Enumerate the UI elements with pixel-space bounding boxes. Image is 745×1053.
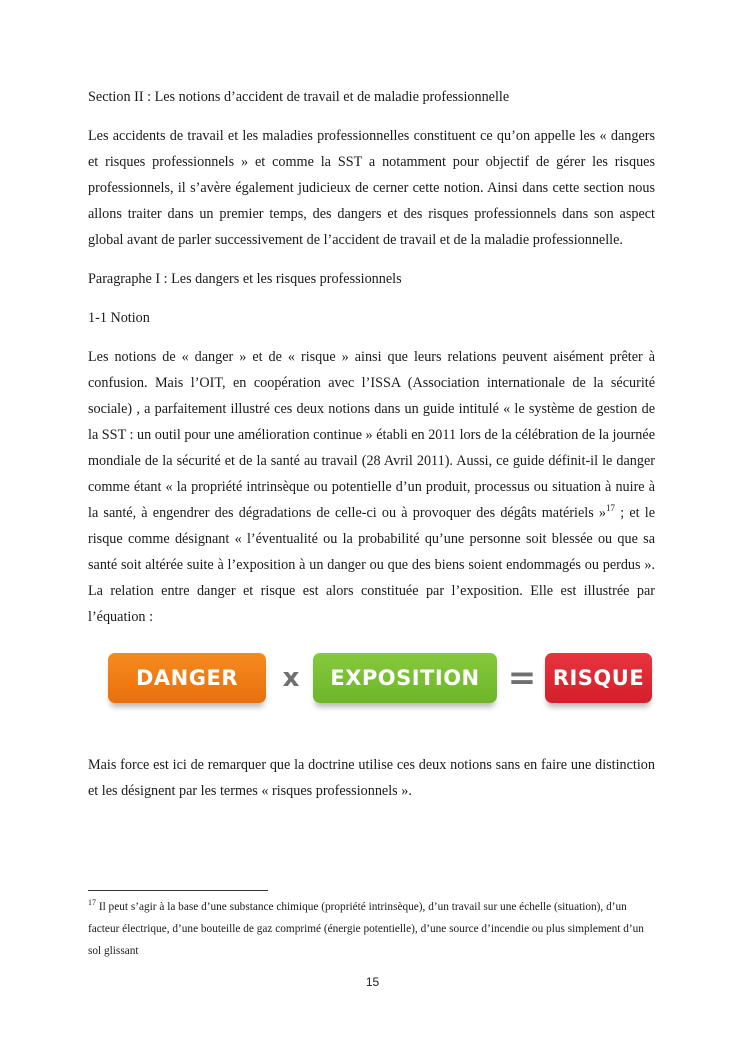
subsection-title: 1-1 Notion bbox=[88, 310, 150, 326]
footnote-text: Il peut s’agir à la base d’une substance chimique (propriété intrinsèque), d’un travail sur une échelle (situation), d’un facteur électrique, d’une bouteille de gaz comprimé (énergie potentielle), d’une source d’incendie ou plus simplement d’un sol glissant bbox=[88, 901, 644, 957]
closing-paragraph: Mais force est ici de remarquer que la doctrine utilise ces deux notions sans en faire une distinction et les désignent par les termes « risques professionnels ». bbox=[88, 757, 655, 799]
times-operator: x bbox=[282, 663, 300, 693]
page-body bbox=[88, 78, 655, 817]
risk-equation bbox=[88, 653, 655, 719]
footnote-number: 17 bbox=[88, 898, 96, 907]
notion-text-part2: ; et le risque comme désignant « l’éventualité ou la probabilité qu’une personne soit blessée ou que sa santé soit altérée suite à l’exposition à un danger ou que des biens soient endommagés ou perdus ». La relation entre danger et risque est alors constituée par l’exposition. Elle est illustrée par l’équation : bbox=[88, 505, 655, 625]
risque-box: RISQUE bbox=[545, 653, 652, 703]
danger-box: DANGER bbox=[108, 653, 266, 703]
paragraph-title: Paragraphe I : Les dangers et les risques professionnels bbox=[88, 271, 402, 287]
page-number: 15 bbox=[365, 975, 380, 989]
footnote-reference[interactable]: 17 bbox=[606, 503, 616, 513]
intro-paragraph: Les accidents de travail et les maladies professionnelles constituent ce qu’on appelle les « dangers et risques professionnels » et comme la SST a notamment pour objectif de gérer les risques professionnels, il s’avère également judicieux de cerner cette notion. Ainsi dans cette section nous allons traiter dans un premier temps, des dangers et des risques professionnels dans son aspect global avant de parler successivement de l’accident de travail et de la maladie professionnelle. bbox=[88, 128, 655, 248]
equals-operator: = bbox=[507, 658, 537, 698]
footnote-divider bbox=[88, 890, 268, 891]
exposition-box: EXPOSITION bbox=[313, 653, 497, 703]
footnote bbox=[88, 896, 655, 962]
notion-text-part1: Les notions de « danger » et de « risque » ainsi que leurs relations peuvent aisément prêter à confusion. Mais l’OIT, en coopération avec l’ISSA (Association internationale de la sécurité sociale) , a parfaitement illustré ces deux notions dans un guide intitulé « le système de gestion de la SST : un outil pour une amélioration continue » établi en 2011 lors de la célébration de la journée mondiale de la sécurité et de la santé au travail (28 Avril 2011). Aussi, ce guide définit-il le danger comme étant « la propriété intrinsèque ou potentielle d’un produit, processus ou situation à nuire à la santé, à engendrer des dégradations de celle-ci ou à provoquer des dégâts matériels » bbox=[88, 349, 655, 521]
notion-paragraph bbox=[88, 344, 655, 630]
section-title: Section II : Les notions d’accident de travail et de maladie professionnelle bbox=[88, 89, 510, 105]
